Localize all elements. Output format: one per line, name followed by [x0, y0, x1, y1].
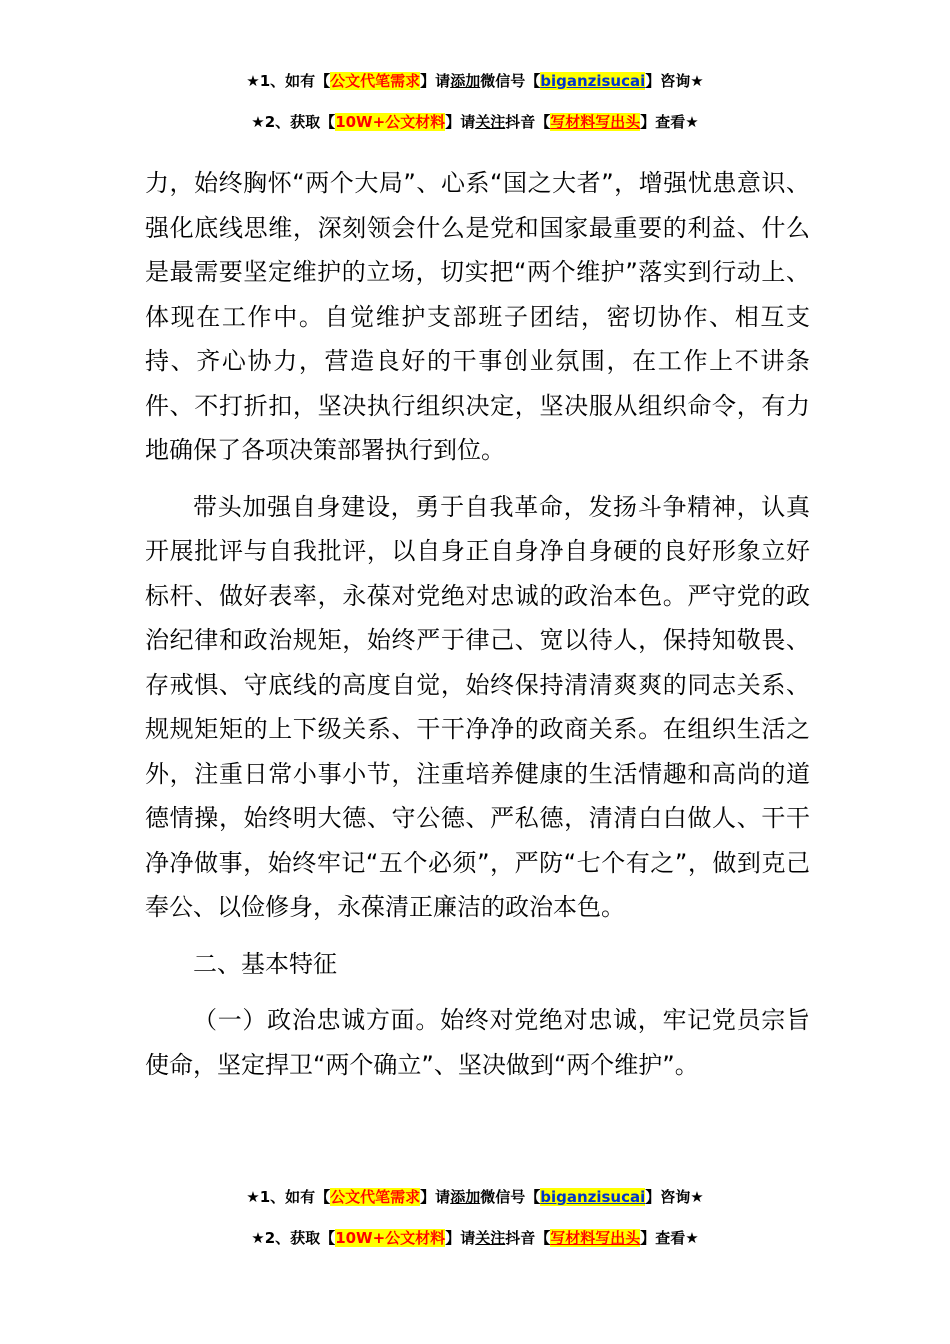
banner-underlined-text: 添加 — [450, 1188, 481, 1206]
banner-prefix: ★1、如有【 — [246, 72, 331, 90]
banner-text: 】请 — [445, 113, 476, 131]
footer-banner-line-2 — [0, 1228, 950, 1248]
banner-prefix: ★1、如有【 — [246, 1188, 331, 1206]
footer-banner-line-1 — [0, 1187, 950, 1207]
banner-text: 抖音【 — [505, 1229, 551, 1247]
banner-underlined-text: 关注 — [475, 1229, 506, 1247]
banner-highlight-service: 公文代笔需求 — [330, 1188, 421, 1206]
banner-prefix: ★2、获取【 — [251, 113, 336, 131]
banner-highlight-service: 公文代笔需求 — [330, 72, 421, 90]
banner-highlight-douyin: 写材料写出头 — [550, 1229, 641, 1247]
document-body — [145, 161, 810, 1087]
banner-underlined-text: 关注 — [475, 113, 506, 131]
banner-text: 微信号【 — [480, 1188, 541, 1206]
header-banner-line-1 — [0, 71, 950, 91]
banner-highlight-wechat-id: biganzisucai — [540, 1188, 646, 1206]
header-banner-line-2 — [0, 112, 950, 132]
banner-suffix: 】咨询★ — [645, 72, 704, 90]
banner-underlined-text: 添加 — [450, 72, 481, 90]
banner-highlight-materials: 10W+公文材料 — [335, 1229, 446, 1247]
banner-text: 】请 — [420, 72, 451, 90]
section-heading: 二、基本特征 — [193, 949, 337, 978]
banner-suffix: 】咨询★ — [645, 1188, 704, 1206]
banner-text: 】请 — [445, 1229, 476, 1247]
banner-text: 】请 — [420, 1188, 451, 1206]
banner-highlight-materials: 10W+公文材料 — [335, 113, 446, 131]
banner-prefix: ★2、获取【 — [251, 1229, 336, 1247]
banner-text: 抖音【 — [505, 113, 551, 131]
paragraph-political-loyalty: （一）政治忠诚方面。始终对党绝对忠诚，牢记党员宗旨使命，坚定捍卫“两个确立”、坚决做到“两个维护”。 — [145, 1006, 810, 1079]
paragraph-self-building: 带头加强自身建设，勇于自我革命，发扬斗争精神，认真开展批评与自我批评，以自身正自身净自身硬的良好形象立好标杆、做好表率，永葆对党绝对忠诚的政治本色。严守党的政治纪律和政治规矩，始终严于律己、宽以待人，保持知敬畏、存戒惧、守底线的高度自觉，始终保持清清爽爽的同志关系、规规矩矩的上下级关系、干干净净的政商关系。在组织生活之外，注重日常小事小节，注重培养健康的生活情趣和高尚的道德情操，始终明大德、守公德、严私德，清清白白做人、干干净净做事，始终牢记“五个必须”，严防“七个有之”，做到克己奉公、以俭修身，永葆清正廉洁的政治本色。 — [145, 492, 810, 921]
banner-text: 微信号【 — [480, 72, 541, 90]
banner-highlight-douyin: 写材料写出头 — [550, 113, 641, 131]
paragraph-continuation: 力，始终胸怀“两个大局”、心系“国之大者”，增强忧患意识、强化底线思维，深刻领会什么是党和国家最重要的利益、什么是最需要坚定维护的立场，切实把“两个维护”落实到行动上、体现在工作中。自觉维护支部班子团结，密切协作、相互支持、齐心协力，营造良好的干事创业氛围，在工作上不讲条件、不打折扣，坚决执行组织决定，坚决服从组织命令，有力地确保了各项决策部署执行到位。 — [145, 169, 810, 464]
banner-highlight-wechat-id: biganzisucai — [540, 72, 646, 90]
banner-suffix: 】查看★ — [640, 1229, 699, 1247]
banner-suffix: 】查看★ — [640, 113, 699, 131]
